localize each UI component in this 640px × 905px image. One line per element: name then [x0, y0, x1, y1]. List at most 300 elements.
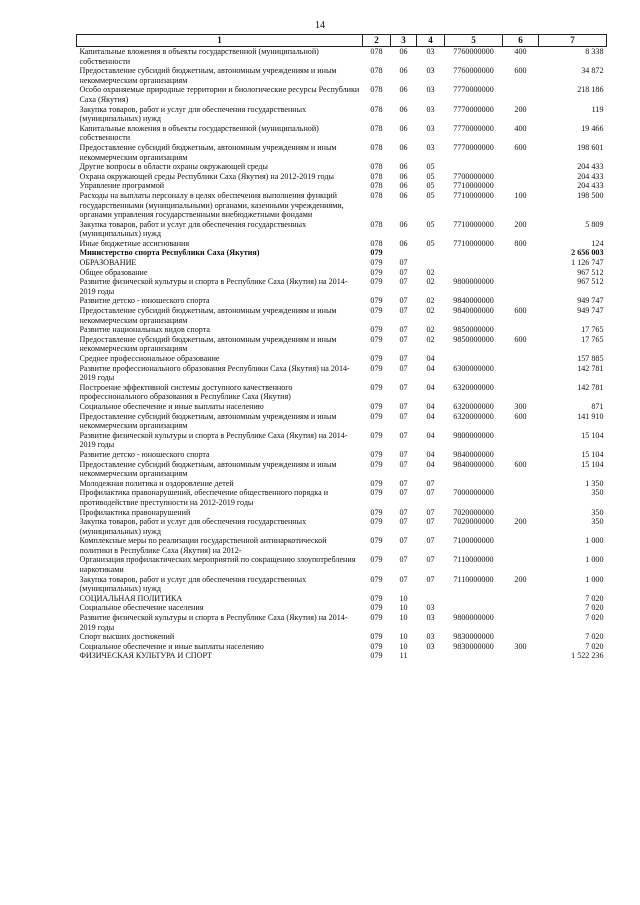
table-row — [77, 66, 607, 85]
section-code: 11 — [399, 651, 408, 661]
expense-type-code — [503, 181, 539, 191]
target-article-code — [445, 603, 503, 613]
row-name: Закупка товаров, работ и услуг для обеспечения государственных (муниципальных) нужд — [79, 517, 307, 536]
ministry-code: 079 — [370, 296, 383, 306]
section-code: 06 — [399, 85, 408, 95]
table-row — [77, 479, 607, 489]
table-row — [77, 172, 607, 182]
table-row — [77, 603, 607, 613]
expense-type-code — [503, 172, 539, 182]
section-code: 07 — [399, 536, 408, 546]
row-name: Предоставление субсидий бюджетным, автономным учреждениям и иным некоммерческим организациям — [79, 459, 337, 479]
row-name: Развитие детско - юношеского спорта — [79, 449, 210, 459]
subsection-code: 04 — [426, 449, 435, 459]
target-article-code — [445, 268, 503, 278]
amount: 218 186 — [577, 85, 604, 95]
section-code: 10 — [399, 613, 408, 623]
table-row — [77, 248, 607, 258]
table-row — [77, 47, 607, 67]
subsection-code: 02 — [426, 325, 435, 335]
table-row — [77, 191, 607, 220]
row-name: Построение эффективной системы доступного качественного профессионального образования в Республике Саха (Якутия) — [79, 382, 293, 402]
row-name: Развитие физической культуры и спорта в Республике Саха (Якутия) на 2014-2019 годы — [79, 613, 348, 632]
row-name: Развитие физической культуры и спорта в Республике Саха (Якутия) на 2014-2019 годы — [79, 430, 348, 450]
ministry-code: 078 — [370, 190, 383, 200]
ministry-code: 079 — [370, 555, 383, 565]
amount: 142 781 — [577, 382, 604, 392]
table-row — [77, 517, 607, 536]
ministry-code: 079 — [370, 488, 383, 498]
table-row — [77, 383, 607, 402]
row-name: Капитальные вложения в объекты государственной (муниципальной) собственности — [79, 47, 319, 66]
section-code: 06 — [399, 162, 408, 172]
section-code: 07 — [399, 459, 408, 469]
subsection-code: 05 — [426, 190, 435, 200]
row-name: ФИЗИЧЕСКАЯ КУЛЬТУРА И СПОРТ — [79, 651, 212, 661]
target-article-code: 9850000000 — [453, 325, 494, 335]
amount: 871 — [591, 401, 604, 411]
table-row — [77, 325, 607, 335]
row-name: Комплексные меры по реализации государственной антинаркотической политики в Республике Саха (Якутия) на 2012- — [79, 536, 327, 555]
amount: 350 — [591, 507, 604, 517]
subsection-code: 04 — [426, 363, 435, 373]
expense-type-code — [503, 383, 539, 402]
table-row — [77, 651, 607, 661]
row-name: Социальное обеспечение и иные выплаты населению — [79, 401, 264, 411]
budget-table — [76, 34, 607, 661]
row-name: Закупка товаров, работ и услуг для обеспечения государственных (муниципальных) нужд — [79, 219, 307, 239]
table-row — [77, 460, 607, 479]
header-col-4: 4 — [417, 35, 445, 47]
expense-type-code — [503, 325, 539, 335]
expense-type-code — [503, 277, 539, 296]
expense-type-code: 600 — [514, 459, 527, 469]
subsection-code: 04 — [426, 401, 435, 411]
expense-type-code: 800 — [514, 238, 527, 248]
ministry-code: 079 — [370, 613, 383, 623]
row-name: Предоставление субсидий бюджетным, автономным учреждениям и иным некоммерческим организациям — [79, 66, 337, 85]
ministry-code: 079 — [370, 641, 383, 651]
amount: 141 910 — [577, 411, 604, 421]
section-code: 07 — [399, 325, 408, 335]
target-article-code: 7770000000 — [453, 104, 494, 114]
header-col-6: 6 — [503, 35, 539, 47]
amount: 157 885 — [577, 354, 604, 363]
section-code: 06 — [399, 238, 408, 248]
subsection-code: 04 — [426, 459, 435, 469]
amount: 949 747 — [577, 296, 604, 306]
row-name: Другие вопросы в области охраны окружающей среды — [79, 162, 268, 172]
expense-type-code — [503, 450, 539, 460]
amount: 142 781 — [577, 363, 604, 373]
ministry-code: 078 — [370, 85, 383, 95]
amount: 17 765 — [581, 325, 604, 335]
row-name: Среднее профессиональное образование — [79, 354, 220, 363]
expense-type-code — [503, 613, 539, 632]
section-code: 07 — [399, 411, 408, 421]
table-row — [77, 575, 607, 594]
table-row — [77, 220, 607, 239]
subsection-code: 07 — [426, 507, 435, 517]
subsection-code: 02 — [426, 334, 435, 344]
row-name: Спорт высших достижений — [79, 632, 175, 642]
section-code: 06 — [399, 181, 408, 191]
target-article-code: 6320000000 — [453, 401, 494, 411]
target-article-code: 7710000000 — [453, 219, 494, 229]
target-article-code: 7760000000 — [453, 47, 494, 56]
section-code: 07 — [399, 478, 408, 488]
target-article-code: 7770000000 — [453, 85, 494, 95]
subsection-code: 02 — [426, 296, 435, 306]
table-row — [77, 239, 607, 249]
ministry-code: 079 — [370, 411, 383, 421]
row-name: Организация профилактических мероприятий по сокращению злоупотребления наркотиками — [79, 555, 356, 575]
amount: 5 809 — [585, 219, 604, 229]
target-article-code: 6320000000 — [453, 382, 494, 392]
table-row — [77, 143, 607, 162]
section-code: 06 — [399, 104, 408, 114]
expense-type-code — [503, 258, 539, 268]
section-code: 07 — [399, 430, 408, 440]
row-name: Министерство спорта Республики Саха (Якутия) — [79, 248, 260, 258]
table-row — [77, 508, 607, 518]
row-name: ОБРАЗОВАНИЕ — [79, 258, 137, 268]
row-name: Предоставление субсидий бюджетным, автономным учреждениям и иным некоммерческим организациям — [79, 142, 337, 162]
target-article-code: 7770000000 — [453, 142, 494, 152]
expense-type-code — [503, 603, 539, 613]
ministry-code: 079 — [370, 536, 383, 546]
target-article-code: 7100000000 — [453, 536, 494, 546]
subsection-code: 04 — [426, 382, 435, 392]
row-name: Иные бюджетные ассигнования — [79, 238, 190, 248]
target-article-code: 7710000000 — [453, 238, 494, 248]
row-name: Предоставление субсидий бюджетным, автономным учреждениям и иным некоммерческим организациям — [79, 334, 337, 354]
header-col-5: 5 — [445, 35, 503, 47]
ministry-code: 079 — [370, 593, 383, 603]
ministry-code: 079 — [370, 574, 383, 584]
subsection-code: 03 — [426, 66, 435, 76]
section-code: 07 — [399, 306, 408, 316]
amount: 34 872 — [581, 66, 604, 76]
ministry-code: 079 — [370, 449, 383, 459]
ministry-code: 078 — [370, 47, 383, 56]
row-name: Развитие детско - юношеского спорта — [79, 296, 210, 306]
amount: 1 126 747 — [571, 258, 604, 268]
target-article-code: 9840000000 — [453, 306, 494, 316]
expense-type-code: 100 — [514, 190, 527, 200]
ministry-code: 079 — [370, 258, 383, 268]
expense-type-code: 600 — [514, 334, 527, 344]
target-article-code: 9840000000 — [453, 459, 494, 469]
row-name: Социальное обеспечение и иные выплаты населению — [79, 641, 264, 651]
row-name: Развитие национальных видов спорта — [79, 325, 210, 335]
subsection-code: 04 — [426, 354, 435, 363]
subsection-code: 02 — [426, 267, 435, 277]
target-article-code — [445, 594, 503, 604]
target-article-code: 7700000000 — [453, 171, 494, 181]
expense-type-code — [503, 651, 539, 661]
target-article-code — [445, 258, 503, 268]
ministry-code: 079 — [370, 325, 383, 335]
amount: 15 104 — [581, 449, 604, 459]
target-article-code: 7020000000 — [453, 517, 494, 527]
row-name: Расходы на выплаты персоналу в целях обеспечения выполнения функций государственными (муниципальными) органами, казенными учреждениями, органами управления государственными внебюджетными фондами — [79, 190, 344, 220]
target-article-code: 9800000000 — [453, 277, 494, 287]
target-article-code: 7770000000 — [453, 123, 494, 133]
section-code: 07 — [399, 507, 408, 517]
target-article-code: 9830000000 — [453, 632, 494, 642]
subsection-code — [417, 594, 445, 604]
ministry-code: 079 — [370, 401, 383, 411]
amount: 2 656 003 — [571, 248, 604, 258]
amount: 17 765 — [581, 334, 604, 344]
expense-type-code: 600 — [514, 142, 527, 152]
expense-type-code: 200 — [514, 574, 527, 584]
section-code: 07 — [399, 296, 408, 306]
table-row — [77, 277, 607, 296]
subsection-code: 04 — [426, 411, 435, 421]
row-name: СОЦИАЛЬНАЯ ПОЛИТИКА — [79, 593, 183, 603]
page-number: 14 — [315, 20, 325, 31]
table-row — [77, 613, 607, 632]
target-article-code: 7000000000 — [453, 488, 494, 498]
ministry-code: 078 — [370, 181, 383, 191]
row-name: Предоставление субсидий бюджетным, автономным учреждениям и иным некоммерческим организациям — [79, 411, 337, 431]
amount: 15 104 — [581, 430, 604, 440]
section-code: 07 — [399, 517, 408, 527]
expense-type-code — [503, 268, 539, 278]
amount: 350 — [591, 517, 604, 527]
table-row — [77, 555, 607, 574]
amount: 1 350 — [585, 478, 604, 488]
expense-type-code — [503, 85, 539, 104]
subsection-code: 03 — [426, 142, 435, 152]
section-code: 10 — [399, 603, 408, 613]
table-row — [77, 536, 607, 555]
expense-type-code: 600 — [514, 306, 527, 316]
amount: 124 — [591, 238, 604, 248]
subsection-code: 03 — [426, 603, 435, 613]
table-row — [77, 296, 607, 306]
table-row — [77, 594, 607, 604]
ministry-code: 079 — [370, 248, 383, 258]
amount: 350 — [591, 488, 604, 498]
amount: 1 000 — [585, 555, 604, 565]
target-article-code — [445, 354, 503, 364]
target-article-code: 7020000000 — [453, 507, 494, 517]
section-code: 06 — [399, 47, 408, 56]
ministry-code: 079 — [370, 603, 383, 613]
row-name: Управление программой — [79, 181, 165, 191]
subsection-code: 05 — [426, 238, 435, 248]
subsection-code: 02 — [426, 277, 435, 287]
header-col-2: 2 — [363, 35, 391, 47]
section-code: 07 — [399, 488, 408, 498]
ministry-code: 079 — [370, 430, 383, 440]
table-row — [77, 124, 607, 143]
amount: 1 000 — [585, 574, 604, 584]
expense-type-code: 300 — [514, 641, 527, 651]
ministry-code: 079 — [370, 306, 383, 316]
table-row — [77, 105, 607, 124]
section-code: 10 — [399, 593, 408, 603]
ministry-code: 079 — [370, 632, 383, 642]
subsection-code: 07 — [426, 574, 435, 584]
ministry-code: 079 — [370, 478, 383, 488]
ministry-code: 079 — [370, 267, 383, 277]
row-name: Капитальные вложения в объекты государственной (муниципальной) собственности — [79, 123, 319, 143]
section-code: 06 — [399, 219, 408, 229]
table-row — [77, 364, 607, 383]
amount: 949 747 — [577, 306, 604, 316]
ministry-code: 079 — [370, 354, 383, 363]
ministry-code: 078 — [370, 142, 383, 152]
ministry-code: 079 — [370, 651, 383, 661]
header-col-7: 7 — [539, 35, 607, 47]
amount: 119 — [591, 104, 604, 114]
section-code: 07 — [399, 382, 408, 392]
ministry-code: 078 — [370, 171, 383, 181]
ministry-code: 079 — [370, 277, 383, 287]
target-article-code: 6300000000 — [453, 363, 494, 373]
table-header-row — [77, 35, 607, 47]
target-article-code: 9840000000 — [453, 296, 494, 306]
table-row — [77, 450, 607, 460]
row-name: Охрана окружающей среды Республики Саха (Якутия) на 2012-2019 годы — [79, 171, 334, 181]
amount: 19 466 — [581, 123, 604, 133]
expense-type-code — [503, 594, 539, 604]
row-name: Профилактика правонарушений — [79, 507, 191, 517]
subsection-code: 05 — [426, 219, 435, 229]
amount: 1 522 236 — [571, 651, 604, 661]
table-row — [77, 632, 607, 642]
expense-type-code — [503, 632, 539, 642]
row-name: Закупка товаров, работ и услуг для обеспечения государственных (муниципальных) нужд — [79, 574, 307, 594]
ministry-code: 078 — [370, 238, 383, 248]
amount: 7 020 — [585, 632, 604, 642]
table-row — [77, 488, 607, 507]
row-name: Особо охраняемые природные территории и биологические ресурсы Республики Саха (Якутия) — [79, 85, 360, 104]
amount: 967 512 — [577, 267, 604, 277]
row-name: Социальное обеспечение населения — [79, 603, 204, 613]
table-row — [77, 258, 607, 268]
subsection-code: 03 — [426, 123, 435, 133]
section-code: 06 — [399, 66, 408, 76]
subsection-code — [417, 248, 445, 258]
row-name: Общее образование — [79, 267, 148, 277]
target-article-code — [445, 651, 503, 661]
ministry-code: 078 — [370, 123, 383, 133]
ministry-code: 078 — [370, 162, 383, 172]
section-code: 10 — [399, 632, 408, 642]
subsection-code: 07 — [426, 478, 435, 488]
ministry-code: 079 — [370, 517, 383, 527]
target-article-code: 9850000000 — [453, 334, 494, 344]
ministry-code: 078 — [370, 104, 383, 114]
row-name: Закупка товаров, работ и услуг для обеспечения государственных (муниципальных) нужд — [79, 104, 307, 124]
subsection-code: 04 — [426, 430, 435, 440]
section-code: 06 — [399, 190, 408, 200]
target-article-code: 7110000000 — [453, 574, 494, 584]
amount: 15 104 — [581, 459, 604, 469]
subsection-code: 07 — [426, 488, 435, 498]
table-row — [77, 181, 607, 191]
subsection-code — [417, 258, 445, 268]
expense-type-code — [503, 162, 539, 172]
target-article-code: 6320000000 — [453, 411, 494, 421]
subsection-code: 02 — [426, 306, 435, 316]
target-article-code: 7710000000 — [453, 181, 494, 191]
subsection-code: 05 — [426, 162, 435, 172]
expense-type-code: 400 — [514, 123, 527, 133]
section-code — [391, 248, 417, 258]
section-code: 07 — [399, 555, 408, 565]
target-article-code: 9800000000 — [453, 613, 494, 623]
expense-type-code — [503, 431, 539, 450]
table-row — [77, 306, 607, 325]
table-row — [77, 354, 607, 364]
section-code: 07 — [399, 401, 408, 411]
table-row — [77, 162, 607, 172]
target-article-code: 7110000000 — [453, 555, 494, 565]
target-article-code: 9840000000 — [453, 449, 494, 459]
header-col-1: 1 — [77, 35, 363, 47]
subsection-code: 03 — [426, 85, 435, 95]
row-name: Профилактика правонарушений, обеспечение общественного порядка и противодействие преступности на 2012-2019 годы — [79, 488, 329, 507]
amount: 198 500 — [577, 190, 604, 200]
target-article-code — [445, 162, 503, 172]
ministry-code: 078 — [370, 66, 383, 76]
ministry-code: 079 — [370, 507, 383, 517]
target-article-code: 7710000000 — [453, 190, 494, 200]
table-row — [77, 268, 607, 278]
expense-type-code: 300 — [514, 401, 527, 411]
amount: 7 020 — [585, 613, 604, 623]
expense-type-code: 200 — [514, 517, 527, 527]
subsection-code: 05 — [426, 181, 435, 191]
subsection-code: 03 — [426, 641, 435, 651]
subsection-code: 03 — [426, 104, 435, 114]
target-article-code — [445, 248, 503, 258]
subsection-code: 03 — [426, 632, 435, 642]
section-code: 07 — [399, 267, 408, 277]
amount: 198 601 — [577, 142, 604, 152]
amount: 204 433 — [577, 171, 604, 181]
row-name: Развитие профессионального образования Республики Саха (Якутия) на 2014-2019 годы — [79, 363, 350, 383]
expense-type-code — [503, 508, 539, 518]
section-code: 07 — [399, 574, 408, 584]
target-article-code: 7760000000 — [453, 66, 494, 76]
ministry-code: 078 — [370, 219, 383, 229]
section-code: 07 — [399, 277, 408, 287]
subsection-code: 05 — [426, 171, 435, 181]
subsection-code: 07 — [426, 536, 435, 546]
section-code: 10 — [399, 641, 408, 651]
table-row — [77, 642, 607, 652]
section-code: 07 — [399, 354, 408, 363]
subsection-code: 03 — [426, 613, 435, 623]
expense-type-code: 400 — [514, 47, 527, 56]
ministry-code: 079 — [370, 334, 383, 344]
amount: 204 433 — [577, 162, 604, 172]
section-code: 06 — [399, 171, 408, 181]
expense-type-code — [503, 555, 539, 574]
expense-type-code — [503, 364, 539, 383]
section-code: 07 — [399, 449, 408, 459]
section-code: 07 — [399, 363, 408, 373]
table-row — [77, 85, 607, 104]
ministry-code: 079 — [370, 363, 383, 373]
